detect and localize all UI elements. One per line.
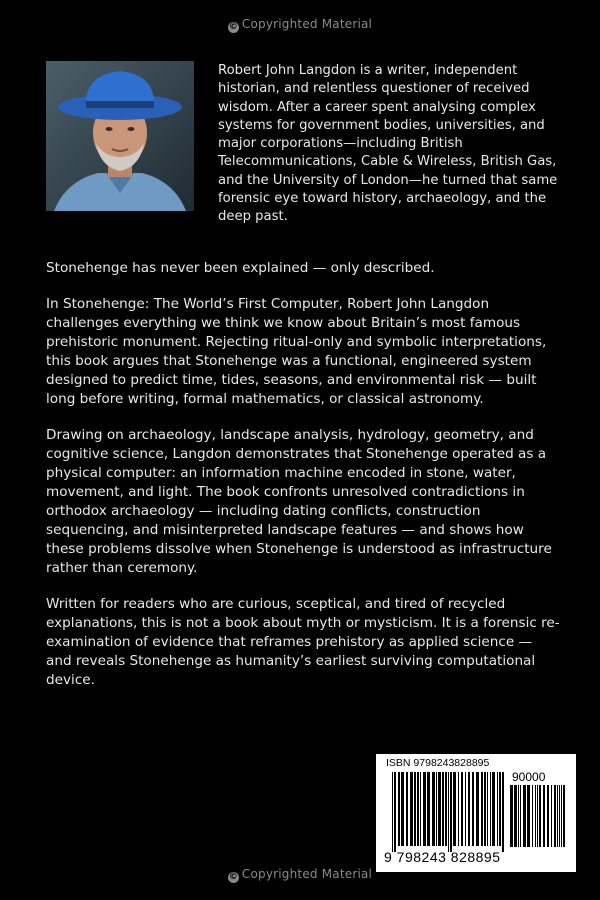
barcode-bar	[461, 772, 463, 846]
isbn-digits: 9 798243 828895	[384, 849, 501, 865]
barcode-bar	[499, 772, 501, 846]
barcode-bar	[394, 772, 396, 852]
author-portrait-icon	[46, 61, 194, 211]
barcode-bar	[427, 772, 430, 846]
barcode-bar	[518, 785, 519, 847]
barcode-bar	[554, 785, 556, 847]
barcode-bar	[492, 772, 495, 846]
barcode-bar	[458, 772, 459, 846]
blurb-paragraph: Drawing on archaeology, landscape analysis, hydrology, geometry, and cognitive science, Langdon demonstrates that Stonehenge operated as a physical computer: an information machine encoded in stone, water, movement, and light. The book confronts unresolved contradictions in orthodox archaeology — including dating conflicts, construction sequencing, and misinterpreted landscape features — and shows how these problems dissolve when Stonehenge is understood as infrastructure rather than ceremony.	[46, 427, 552, 576]
barcode-bar	[453, 772, 456, 846]
author-bio: Robert John Langdon is a writer, independent historian, and relentless questioner of received wisdom. After a career spent analysing complex systems for government bodies, universities, and major corporations—including British Telecommunications, Cable & Wireless, British Gas, and the University of London—he turned that same forensic eye toward history, archaeology, and the deep past.	[218, 63, 558, 225]
barcode-bar	[561, 785, 562, 847]
barcode-bar	[414, 772, 416, 846]
barcode-bar	[481, 772, 483, 846]
barcode-bar	[543, 785, 545, 847]
barcode-bar	[476, 772, 479, 846]
barcode-bar	[523, 785, 526, 847]
barcode-bar	[465, 772, 466, 846]
barcode-bar	[442, 772, 444, 846]
copyright-watermark-top: © Copyrighted Material	[228, 17, 373, 32]
barcode-bar	[510, 785, 513, 847]
barcode-bar	[514, 785, 517, 847]
barcode-bar	[448, 772, 449, 852]
barcode-bar	[563, 785, 565, 847]
barcode-bar	[450, 772, 452, 852]
barcode-bar	[497, 772, 498, 846]
copyright-watermark-bottom: © Copyrighted Material	[228, 867, 373, 882]
barcode-bar	[410, 772, 413, 846]
barcode-bar	[559, 785, 560, 847]
blurb-paragraph: Written for readers who are curious, sceptical, and tired of recycled explanations, this is not a book about myth or mysticism. It is a forensic re-examination of evidence that reframes prehistory as applied science — and reveals Stonehenge as humanity’s earliest surviving computational device.	[46, 596, 560, 688]
blurb-paragraph: In Stonehenge: The World’s First Computer, Robert John Langdon challenges everything we think we know about Britain’s most famous prehistoric monument. Rejecting ritual-only and symbolic interpretations, this book argues that Stonehenge was a functional, engineered system designed to predict time, tides, seasons, and environmental risk — built long before writing, formal mathematics, or classical astronomy.	[46, 296, 547, 407]
barcode-bar	[535, 785, 536, 847]
barcode-bar	[401, 772, 404, 846]
author-photo	[46, 61, 194, 211]
barcode-bar	[557, 785, 558, 847]
barcode-bar	[398, 772, 400, 846]
book-blurb	[46, 259, 561, 707]
barcode-bar	[392, 772, 393, 852]
barcode-bar	[537, 785, 538, 847]
barcode-bar	[445, 772, 447, 846]
barcode-bar	[487, 772, 488, 846]
ean13-barcode	[392, 772, 504, 852]
barcode-bar	[468, 772, 470, 846]
isbn-label: ISBN 9798243828895	[386, 757, 490, 769]
copyright-icon: ©	[228, 872, 238, 882]
price-code: 90000	[512, 770, 546, 784]
barcode-bar	[502, 772, 504, 852]
copyright-icon: ©	[228, 22, 238, 32]
barcode-bar	[527, 785, 530, 847]
barcode-bar	[420, 772, 421, 846]
barcode-bar	[472, 772, 474, 846]
barcode-bar	[406, 772, 408, 846]
blurb-paragraph: Stonehenge has never been explained — only described.	[46, 260, 435, 276]
barcode-bar	[417, 772, 419, 846]
barcode-bar	[490, 772, 491, 846]
barcode-bar	[547, 785, 549, 847]
barcode-bar	[551, 785, 552, 847]
barcode-bar	[423, 772, 426, 846]
barcode-bar	[432, 772, 435, 846]
barcode-bar	[484, 772, 486, 846]
isbn-barcode-box	[376, 754, 576, 872]
barcode-bar	[436, 772, 437, 846]
barcode-bar	[520, 785, 521, 847]
barcode-bar	[438, 772, 441, 846]
price-addon-barcode	[510, 785, 566, 851]
barcode-bar	[539, 785, 541, 847]
barcode-bar	[532, 785, 533, 847]
